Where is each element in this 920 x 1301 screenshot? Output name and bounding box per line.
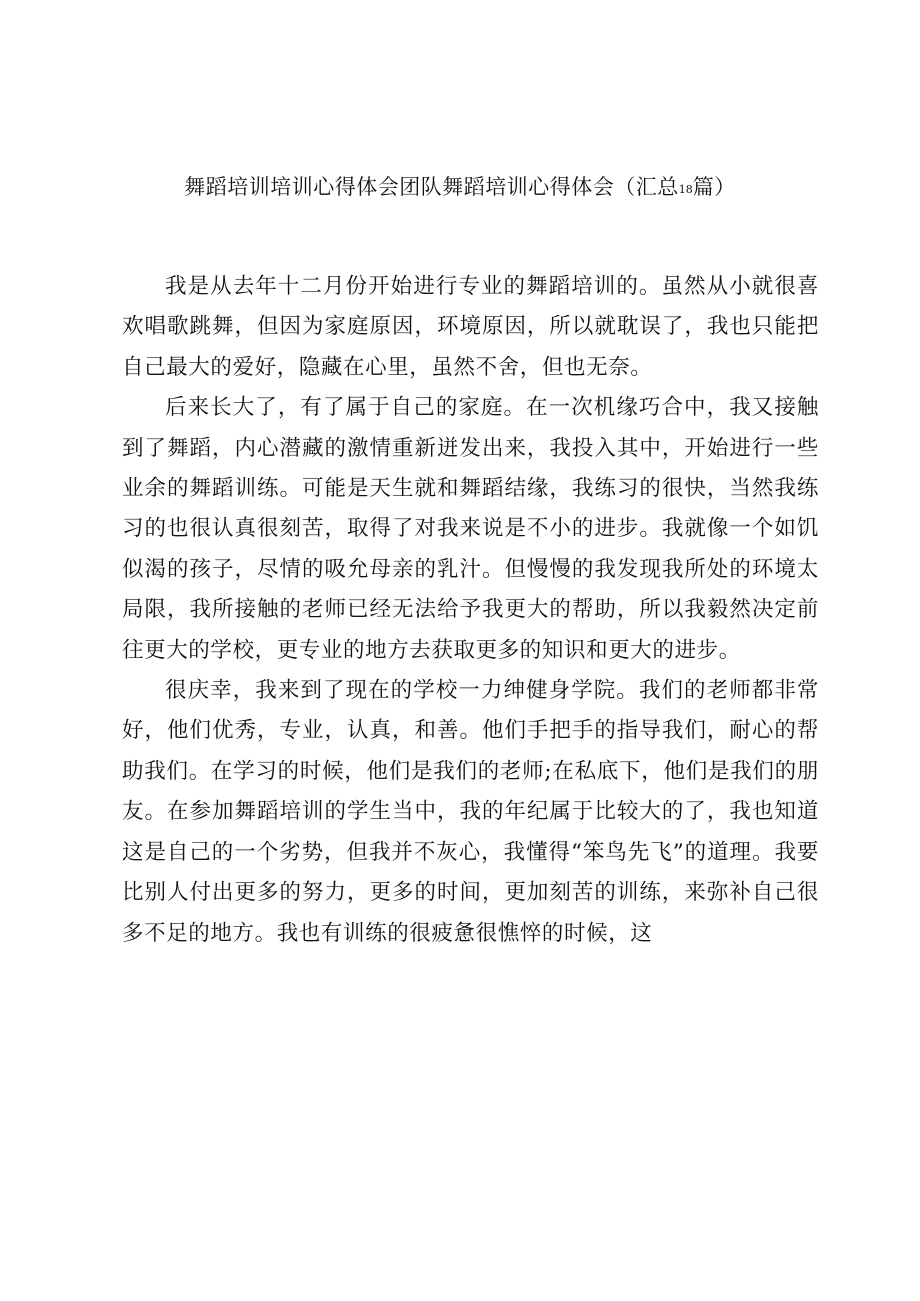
- title-count: 18: [678, 183, 693, 196]
- title-end-text: 篇）: [692, 175, 736, 199]
- paragraph-1: 我是从去年十二月份开始进行专业的舞蹈培训的。虽然从小就很喜欢唱歌跳舞，但因为家庭原因，环境原因，所以就耽误了，我也只能把自己最大的爱好，隐藏在心里，虽然不舍，但也无奈。: [122, 274, 819, 380]
- title-main-text: 舞蹈培训培训心得体会团队舞蹈培训心得体会（汇总: [184, 175, 679, 199]
- paragraph-2: 后来长大了，有了属于自己的家庭。在一次机缘巧合中，我又接触到了舞蹈，内心潜藏的激情重新迸发出来，我投入其中，开始进行一些业余的舞蹈训练。可能是天生就和舞蹈结缘，我练习的很快，当然我练习的也很认真很刻苦，取得了对我来说是不小的进步。我就像一个如饥似渴的孩子，尽情的吸允母亲的乳汁。但慢慢的我发现我所处的环境太局限，我所接触的老师已经无法给予我更大的帮助，所以我毅然决定前往更大的学校，更专业的地方去获取更多的知识和更大的进步。: [122, 395, 819, 663]
- document-body: [122, 267, 819, 954]
- paragraph-3: 很庆幸，我来到了现在的学校一力绅健身学院。我们的老师都非常好，他们优秀，专业，认真，和善。他们手把手的指导我们，耐心的帮助我们。在学习的时候，他们是我们的老师;在私底下，他们是我们的朋友。在参加舞蹈培训的学生当中，我的年纪属于比较大的了，我也知道这是自己的一个劣势，但我并不灰心，我懂得“笨鸟先飞”的道理。我要比别人付出更多的努力，更多的时间，更加刻苦的训练，来弥补自己很多不足的地方。我也有训练的很疲惫很憔悴的时候，这: [122, 678, 819, 946]
- document-title: [0, 172, 920, 205]
